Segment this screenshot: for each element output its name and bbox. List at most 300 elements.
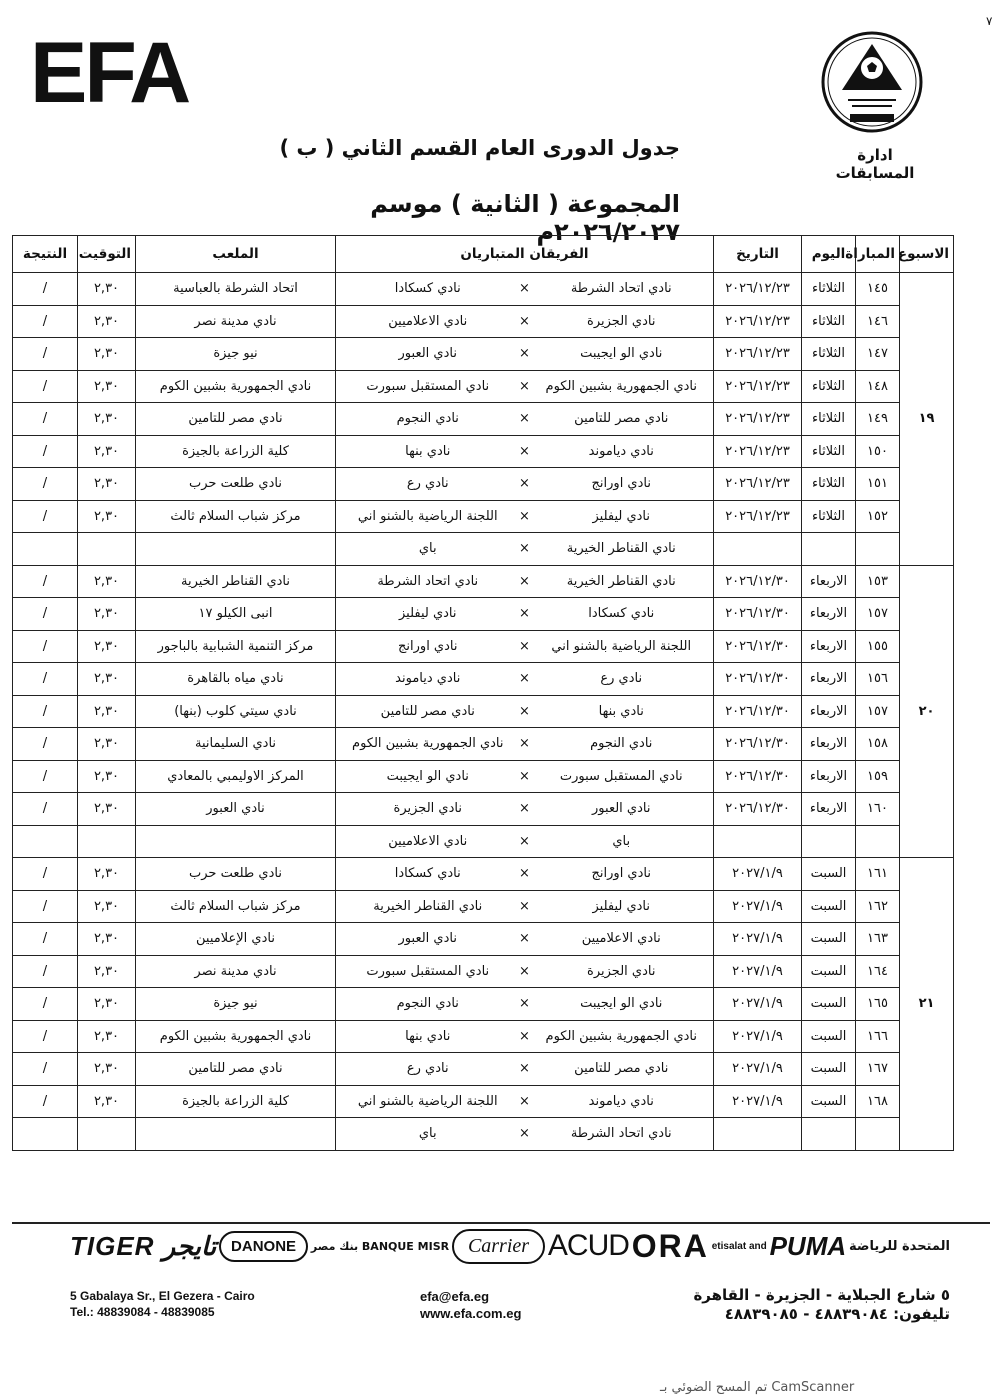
match-number: ١٥٢ [856,500,900,533]
address-ar-line: ٥ شارع الجبلاية - الجزيرة - القاهرة [693,1286,950,1304]
versus-sign: × [519,573,530,589]
sponsor-tiger-logo: TIGER تايجر [70,1230,217,1261]
home-team: نادي الاعلاميين [581,931,661,947]
table-row [13,630,954,663]
home-team: نادي بنها [598,703,644,719]
teams-cell [336,988,714,1021]
match-date: ٢٠٢٦/١٢/٣٠ [714,760,802,793]
match-date: ٢٠٢٦/١٢/٣٠ [714,793,802,826]
table-row [13,1053,954,1086]
teams-cell [336,923,714,956]
home-team: نادي ليفليز [592,898,651,914]
match-date [714,533,802,566]
away-team: نادي رع [406,476,449,492]
match-number: ١٤٩ [856,403,900,436]
match-number: ١٥٨ [856,728,900,761]
teams-cell [336,338,714,371]
away-team: نادي اورانج [398,638,458,654]
teams-cell [336,825,714,858]
kickoff-time: ٢,٣٠ [78,858,136,891]
match-number: ١٦٠ [856,793,900,826]
schedule-body [13,273,954,1151]
match-day: الاربعاء [802,630,856,663]
match-date: ٢٠٢٦/١٢/٣٠ [714,728,802,761]
home-team: نادي الجزيرة [587,313,656,329]
home-team: نادي رع [600,671,643,687]
versus-sign: × [519,313,530,329]
stadium: انبى الكيلو ١٧ [136,598,336,631]
kickoff-time: ٢,٣٠ [78,760,136,793]
page-number: ٧ [986,14,993,28]
away-team: نادي دياموند [395,671,461,687]
table-row [13,273,954,306]
match-result: / [13,370,78,403]
teams-cell [336,370,714,403]
match-day: الاربعاء [802,598,856,631]
away-team: نادي بنها [405,1028,451,1044]
match-day: الاربعاء [802,695,856,728]
match-number: ١٥٠ [856,435,900,468]
home-team: نادي مصر للتامين [574,411,669,427]
sponsor-danone-logo: DANONE [219,1231,308,1262]
versus-sign: × [519,801,530,817]
home-team: نادي دياموند [588,1093,654,1109]
versus-sign: × [519,996,530,1012]
match-day: السبت [802,923,856,956]
match-number: ١٦٦ [856,1020,900,1053]
match-result: / [13,793,78,826]
match-date: ٢٠٢٧/١/٩ [714,923,802,956]
kickoff-time: ٢,٣٠ [78,728,136,761]
match-number: ١٥٥ [856,630,900,663]
versus-sign: × [519,541,530,557]
sponsor-puma-logo: PUMA [769,1230,847,1261]
department-label: ادارة المسابقات [835,146,915,182]
match-result: / [13,663,78,696]
table-row [13,1085,954,1118]
match-number: ١٦٤ [856,955,900,988]
match-number: ١٥١ [856,468,900,501]
teams-cell [336,955,714,988]
match-result: / [13,760,78,793]
teams-cell [336,695,714,728]
home-team: نادي اتحاد الشرطة [570,1126,672,1142]
match-day: السبت [802,890,856,923]
match-result [13,1118,78,1151]
header-result: النتيجة [13,236,78,273]
away-team: نادي المستقبل سبورت [366,378,490,394]
table-row [13,338,954,371]
match-result: / [13,955,78,988]
kickoff-time: ٢,٣٠ [78,663,136,696]
versus-sign: × [519,963,530,979]
away-team: نادي ليفليز [398,606,457,622]
stadium: نادي طلعت حرب [136,468,336,501]
stadium: نادي سيتي كلوب (بنها) [136,695,336,728]
teams-cell [336,1118,714,1151]
match-day: الاربعاء [802,728,856,761]
kickoff-time: ٢,٣٠ [78,565,136,598]
match-number: ١٤٦ [856,305,900,338]
kickoff-time: ٢,٣٠ [78,403,136,436]
match-day: الاربعاء [802,793,856,826]
email-link[interactable]: efa@efa.eg [420,1289,490,1304]
versus-sign: × [519,866,530,882]
versus-sign: × [519,931,530,947]
kickoff-time: ٢,٣٠ [78,598,136,631]
away-team: نادي الجزيرة [393,801,462,817]
match-result: / [13,630,78,663]
contact-info [420,1288,521,1322]
stadium: اتحاد الشرطة بالعباسية [136,273,336,306]
match-date: ٢٠٢٦/١٢/٢٣ [714,500,802,533]
stadium: مركز شباب السلام ثالث [136,890,336,923]
match-date: ٢٠٢٧/١/٩ [714,955,802,988]
kickoff-time: ٢,٣٠ [78,435,136,468]
versus-sign: × [519,411,530,427]
teams-cell [336,760,714,793]
match-number: ١٤٥ [856,273,900,306]
away-team: نادي كسكادا [394,866,461,882]
match-number: ١٦٨ [856,1085,900,1118]
match-date: ٢٠٢٧/١/٩ [714,1053,802,1086]
away-team: باي [418,1126,437,1142]
match-date: ٢٠٢٦/١٢/٢٣ [714,468,802,501]
versus-sign: × [519,443,530,459]
home-team: نادي القناطر الخيرية [566,541,676,557]
match-number: ١٥٧ [856,598,900,631]
address-arabic [620,1286,950,1324]
teams-cell [336,728,714,761]
match-day: السبت [802,1085,856,1118]
home-team: نادي الجمهورية بشبين الكوم [545,1028,697,1044]
match-day [802,825,856,858]
match-day: الثلاثاء [802,338,856,371]
versus-sign: × [519,1093,530,1109]
teams-cell [336,565,714,598]
match-date [714,825,802,858]
match-day [802,533,856,566]
kickoff-time: ٢,٣٠ [78,273,136,306]
home-team: نادي الجمهورية بشبين الكوم [545,378,697,394]
header-teams: الفريقان المتباريان [336,236,714,273]
match-result: / [13,890,78,923]
teams-cell [336,630,714,663]
match-result: / [13,923,78,956]
away-team: نادي مصر للتامين [380,703,475,719]
versus-sign: × [519,768,530,784]
home-team: نادي الو ايجيبت [580,996,663,1012]
header-week: الاسبوع [900,236,954,273]
match-date: ٢٠٢٦/١٢/٢٣ [714,338,802,371]
versus-sign: × [519,1061,530,1077]
table-header-row [13,236,954,273]
match-date: ٢٠٢٧/١/٩ [714,1085,802,1118]
kickoff-time: ٢,٣٠ [78,468,136,501]
match-number: ١٦١ [856,858,900,891]
match-date [714,1118,802,1151]
away-team: نادي القناطر الخيرية [373,898,483,914]
table-row [13,663,954,696]
stadium: نيو جيزة [136,338,336,371]
away-team: نادي العبور [398,931,457,947]
versus-sign: × [519,736,530,752]
website-link[interactable]: www.efa.com.eg [420,1306,522,1321]
home-team: نادي المستقبل سبورت [559,768,683,784]
match-day: السبت [802,858,856,891]
kickoff-time: ٢,٣٠ [78,695,136,728]
document-title: جدول الدورى العام القسم الثاني ( ب ) [279,136,680,160]
match-result: / [13,338,78,371]
match-date: ٢٠٢٦/١٢/٢٣ [714,435,802,468]
teams-cell [336,1020,714,1053]
home-team: نادي الجزيرة [587,963,656,979]
match-date: ٢٠٢٦/١٢/٣٠ [714,565,802,598]
match-date: ٢٠٢٧/١/٩ [714,890,802,923]
match-result: / [13,1085,78,1118]
match-result: / [13,403,78,436]
match-result: / [13,728,78,761]
match-day: السبت [802,1053,856,1086]
match-day: الثلاثاء [802,273,856,306]
sponsor-carrier-logo: Carrier [452,1229,545,1264]
address-english [70,1288,255,1320]
versus-sign: × [519,476,530,492]
match-date: ٢٠٢٦/١٢/٣٠ [714,598,802,631]
match-day: الثلاثاء [802,370,856,403]
away-team: نادي الجمهورية بشبين الكوم [352,736,504,752]
teams-cell [336,500,714,533]
match-result: / [13,305,78,338]
table-row [13,370,954,403]
header-stadium: الملعب [136,236,336,273]
match-day: السبت [802,1020,856,1053]
stadium: نادي الجمهورية بشبين الكوم [136,370,336,403]
kickoff-time [78,533,136,566]
match-result: / [13,598,78,631]
match-date: ٢٠٢٦/١٢/٢٣ [714,370,802,403]
stadium: نادي القناطر الخيرية [136,565,336,598]
versus-sign: × [519,281,530,297]
match-date: ٢٠٢٦/١٢/٣٠ [714,630,802,663]
teams-cell [336,533,714,566]
match-date: ٢٠٢٧/١/٩ [714,1020,802,1053]
kickoff-time: ٢,٣٠ [78,955,136,988]
home-team: نادي النجوم [590,736,653,752]
match-result: / [13,1053,78,1086]
phone-en-line: Tel.: 48839084 - 48839085 [70,1305,215,1319]
table-row [13,500,954,533]
stadium: نادي مدينة نصر [136,305,336,338]
match-date: ٢٠٢٦/١٢/٢٣ [714,403,802,436]
match-day: الاربعاء [802,663,856,696]
kickoff-time: ٢,٣٠ [78,1053,136,1086]
table-row [13,435,954,468]
match-number: ١٦٧ [856,1053,900,1086]
match-number: ١٦٥ [856,988,900,1021]
match-result: / [13,988,78,1021]
table-row [13,1020,954,1053]
match-result [13,533,78,566]
match-day: الثلاثاء [802,403,856,436]
away-team: باي [418,541,437,557]
table-row [13,793,954,826]
match-day [802,1118,856,1151]
sponsor-acud-logo: ACUD [547,1229,629,1262]
home-team: نادي دياموند [588,443,654,459]
match-date: ٢٠٢٦/١٢/٣٠ [714,695,802,728]
home-team: اللجنة الرياضية بالشنو اني [551,638,692,654]
stadium: المركز الاوليمبي بالمعادي [136,760,336,793]
home-team: نادي كسكادا [588,606,655,622]
versus-sign: × [519,346,530,362]
home-team: نادي اورانج [591,866,651,882]
stadium: نادي السليمانية [136,728,336,761]
teams-cell [336,403,714,436]
match-date: ٢٠٢٧/١/٩ [714,858,802,891]
match-number: ١٤٧ [856,338,900,371]
match-date: ٢٠٢٦/١٢/٢٣ [714,273,802,306]
home-team: نادي اتحاد الشرطة [570,281,672,297]
stadium: نادي طلعت حرب [136,858,336,891]
versus-sign: × [519,703,530,719]
stadium: نادي الجمهورية بشبين الكوم [136,1020,336,1053]
egyptian-fa-seal-icon [820,30,924,134]
sponsor-etisalat-logo: etisalat and [711,1240,767,1252]
versus-sign: × [519,671,530,687]
away-team: اللجنة الرياضية بالشنو اني [357,1093,498,1109]
kickoff-time: ٢,٣٠ [78,630,136,663]
versus-sign: × [519,378,530,394]
match-day: السبت [802,955,856,988]
table-row [13,923,954,956]
document-subtitle: المجموعة ( الثانية ) موسم ٢٠٢٦/٢٠٢٧م [370,190,680,246]
match-result [13,825,78,858]
versus-sign: × [519,1028,530,1044]
match-day: الثلاثاء [802,468,856,501]
stadium: نادي مدينة نصر [136,955,336,988]
sponsor-ora-logo: ORA [631,1227,709,1264]
header-day: اليوم [802,236,856,273]
kickoff-time: ٢,٣٠ [78,890,136,923]
match-result: / [13,273,78,306]
away-team: نادي المستقبل سبورت [366,963,490,979]
table-row [13,825,954,858]
match-day: الاربعاء [802,760,856,793]
table-row [13,468,954,501]
away-team: نادي الاعلاميين [388,313,468,329]
header-time: التوقيت [78,236,136,273]
match-number [856,533,900,566]
match-result: / [13,435,78,468]
match-number [856,1118,900,1151]
away-team: نادي النجوم [396,411,459,427]
table-row [13,728,954,761]
kickoff-time [78,1118,136,1151]
match-number: ١٥٦ [856,663,900,696]
stadium: نادي العبور [136,793,336,826]
match-day: السبت [802,988,856,1021]
stadium [136,1118,336,1151]
table-row [13,695,954,728]
match-result: / [13,695,78,728]
match-date: ٢٠٢٦/١٢/٢٣ [714,305,802,338]
header-date: التاريخ [714,236,802,273]
versus-sign: × [519,898,530,914]
match-day: الاربعاء [802,565,856,598]
match-day: الثلاثاء [802,500,856,533]
sponsor-united-sports-logo: المتحدة للرياضة [849,1238,950,1254]
kickoff-time: ٢,٣٠ [78,793,136,826]
kickoff-time: ٢,٣٠ [78,305,136,338]
sponsor-strip [70,1222,950,1270]
home-team: نادي العبور [592,801,651,817]
week-number: ٢١ [900,858,954,1151]
match-result: / [13,500,78,533]
away-team: نادي اتحاد الشرطة [377,573,479,589]
match-day: الثلاثاء [802,435,856,468]
scanner-note: تم المسح الضوئي بـ CamScanner [660,1380,855,1395]
away-team: نادي الو ايجيبت [386,768,469,784]
teams-cell [336,793,714,826]
match-result: / [13,858,78,891]
home-team: نادي ليفليز [592,508,651,524]
match-number: ١٥٧ [856,695,900,728]
stadium: نيو جيزة [136,988,336,1021]
teams-cell [336,1085,714,1118]
match-date: ٢٠٢٦/١٢/٣٠ [714,663,802,696]
match-number: ١٦٣ [856,923,900,956]
away-team: اللجنة الرياضية بالشنو اني [357,508,498,524]
match-day: الثلاثاء [802,305,856,338]
home-team: نادي اورانج [591,476,651,492]
address-en-line: 5 Gabalaya Sr., El Gezera - Cairo [70,1289,255,1303]
week-number: ٢٠ [900,565,954,858]
stadium: نادي مصر للتامين [136,403,336,436]
stadium: مركز التنمية الشبابية بالباجور [136,630,336,663]
home-team: باي [612,833,631,849]
table-row [13,565,954,598]
teams-cell [336,858,714,891]
table-row [13,1118,954,1151]
table-row [13,988,954,1021]
table-row [13,760,954,793]
table-row [13,533,954,566]
table-row [13,598,954,631]
match-number: ١٥٣ [856,565,900,598]
versus-sign: × [519,833,530,849]
versus-sign: × [519,606,530,622]
away-team: نادي العبور [398,346,457,362]
stadium: مركز شباب السلام ثالث [136,500,336,533]
stadium: كلية الزراعة بالجيزة [136,1085,336,1118]
header-match: المباراة [856,236,900,273]
kickoff-time: ٢,٣٠ [78,1020,136,1053]
teams-cell [336,305,714,338]
home-team: نادي الو ايجيبت [580,346,663,362]
table-row [13,403,954,436]
kickoff-time: ٢,٣٠ [78,500,136,533]
match-result: / [13,1020,78,1053]
home-team: نادي القناطر الخيرية [566,573,676,589]
table-row [13,955,954,988]
away-team: نادي النجوم [396,996,459,1012]
kickoff-time: ٢,٣٠ [78,988,136,1021]
kickoff-time: ٢,٣٠ [78,370,136,403]
stadium: نادي مصر للتامين [136,1053,336,1086]
match-number: ١٤٨ [856,370,900,403]
versus-sign: × [519,638,530,654]
